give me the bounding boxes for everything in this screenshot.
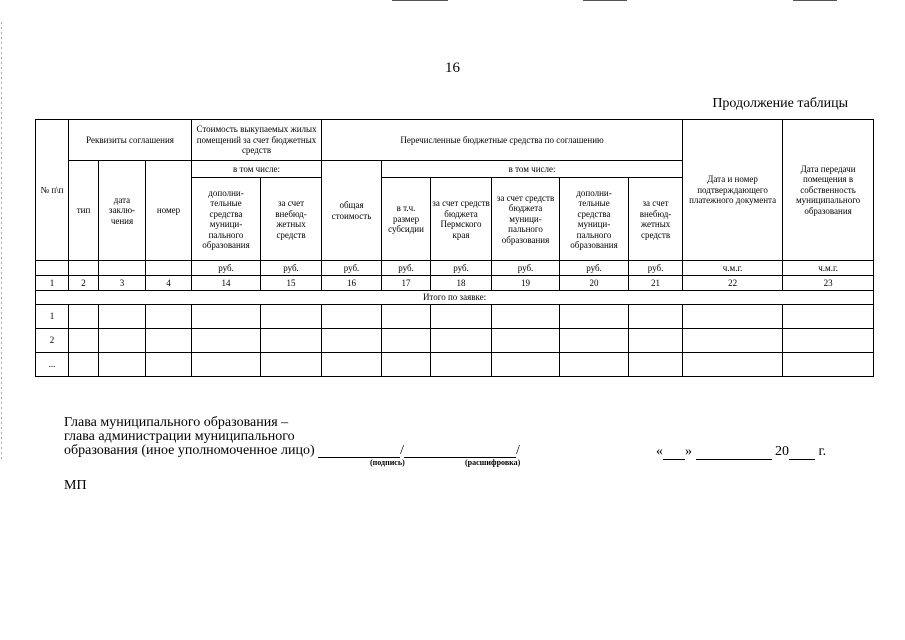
column-number: 22 [683,276,783,291]
units-cell: руб. [322,261,382,276]
table-cell [192,353,261,377]
year-field [789,446,815,460]
table-cell [560,353,629,377]
slash-2: / [516,443,520,458]
header-agreement-details: Реквизиты соглашения [69,120,192,161]
table-cell [783,353,874,377]
continuation-label: Продолжение таблицы [712,96,848,111]
header-redeemed-cost: Стоимость выкупаемых жилых помещений за счет бюджетных средств [192,120,322,161]
table-cell [683,329,783,353]
units-cell [146,261,192,276]
header-total-cost: общая стоимость [322,161,382,261]
header-including-1: в том числе: [192,161,322,178]
column-number: 16 [322,276,382,291]
table-cell [69,329,99,353]
total-row-label: Итого по заявке: [36,291,874,305]
table-cell [683,353,783,377]
header-extra-municipal-2: дополни-тельные средства муници-пального образования [560,178,629,261]
header-extra-budget: за счет внебюд-жетных средств [261,178,322,261]
table-cell [492,305,560,329]
table-cell [629,329,683,353]
table-cell [560,305,629,329]
units-cell: руб. [492,261,560,276]
table-cell [69,305,99,329]
units-cell [99,261,146,276]
units-cell [69,261,99,276]
column-number: 20 [560,276,629,291]
table-cell [629,353,683,377]
table-cell [431,353,492,377]
caption-signature: (подпись) [370,458,405,467]
table-cell [261,329,322,353]
table-cell [492,353,560,377]
date-block [656,444,826,460]
signature-line-1: Глава муниципального образования – [64,415,289,430]
top-rule-3 [793,0,837,1]
column-number: 21 [629,276,683,291]
signature-block [64,416,520,458]
day-field [663,446,685,460]
table-cell [99,305,146,329]
decoding-field [404,444,516,458]
table-cell [192,329,261,353]
date-open-quote: « [656,444,663,459]
column-number: 18 [431,276,492,291]
table-cell [629,305,683,329]
column-number: 3 [99,276,146,291]
header-extra-budget-2: за счет внебюд-жетных средств [629,178,683,261]
year-prefix: 20 [775,444,789,459]
header-type: тип [69,161,99,261]
table-cell [322,353,382,377]
table-cell [382,353,431,377]
top-rule-2 [583,0,627,1]
table-cell [69,353,99,377]
row-number: 2 [36,329,69,353]
header-payment-document: Дата и номер подтверждающего платежного документа [683,120,783,261]
binding-marks [1,22,2,462]
date-close-quote: » [685,444,692,459]
header-agreement-number: номер [146,161,192,261]
header-municipal-budget: за счет средств бюджета муници-пального образования [492,178,560,261]
row-number: ... [36,353,69,377]
caption-decoding: (расшифровка) [465,458,521,467]
header-extra-municipal: дополни-тельные средства муници-пального образования [192,178,261,261]
slash-1: / [400,443,405,458]
units-cell: ч.м.г. [783,261,874,276]
stamp-place-label: МП [64,478,87,493]
table-cell [431,329,492,353]
signature-field [318,444,400,458]
table-cell [322,329,382,353]
header-transfer-date: Дата передачи помещения в собственность муниципального образования [783,120,874,261]
table-row [36,353,874,377]
table-cell [146,329,192,353]
table-cell [492,329,560,353]
row-number: 1 [36,305,69,329]
column-number: 23 [783,276,874,291]
units-cell: руб. [261,261,322,276]
units-cell: руб. [560,261,629,276]
table-cell [783,305,874,329]
units-cell [36,261,69,276]
column-number: 4 [146,276,192,291]
column-number: 19 [492,276,560,291]
column-number: 1 [36,276,69,291]
column-number: 2 [69,276,99,291]
table-cell [431,305,492,329]
signature-line-2: глава администрации муниципального [64,429,295,444]
table-row [36,305,874,329]
table-cell [99,353,146,377]
month-field [696,446,772,460]
header-number: № п\п [36,120,69,261]
header-including-2: в том числе: [382,161,683,178]
table-cell [99,329,146,353]
units-cell: руб. [629,261,683,276]
form-table [35,119,874,377]
units-cell: руб. [382,261,431,276]
table-cell [322,305,382,329]
header-transferred-funds: Перечисленные бюджетные средства по соглашению [322,120,683,161]
table-cell [783,329,874,353]
table-cell [146,353,192,377]
units-cell: ч.м.г. [683,261,783,276]
signature-line-3 [64,444,520,458]
top-rule-1 [392,0,448,1]
units-cell: руб. [192,261,261,276]
signature-line-3-text: образования (иное уполномоченное лицо) [64,443,315,458]
header-perm-budget: за счет средств бюджета Пермского края [431,178,492,261]
year-suffix: г. [818,444,827,459]
column-number: 17 [382,276,431,291]
table-cell [382,329,431,353]
table-row [36,329,874,353]
table-cell [683,305,783,329]
table-cell [146,305,192,329]
header-conclusion-date: дата заклю-чения [99,161,146,261]
table-cell [261,353,322,377]
page-number: 16 [445,60,460,76]
header-subsidy-size: в т.ч. размер субсидии [382,178,431,261]
column-number: 14 [192,276,261,291]
units-cell: руб. [431,261,492,276]
table-cell [382,305,431,329]
column-number: 15 [261,276,322,291]
table-cell [560,329,629,353]
table-cell [192,305,261,329]
table-cell [261,305,322,329]
